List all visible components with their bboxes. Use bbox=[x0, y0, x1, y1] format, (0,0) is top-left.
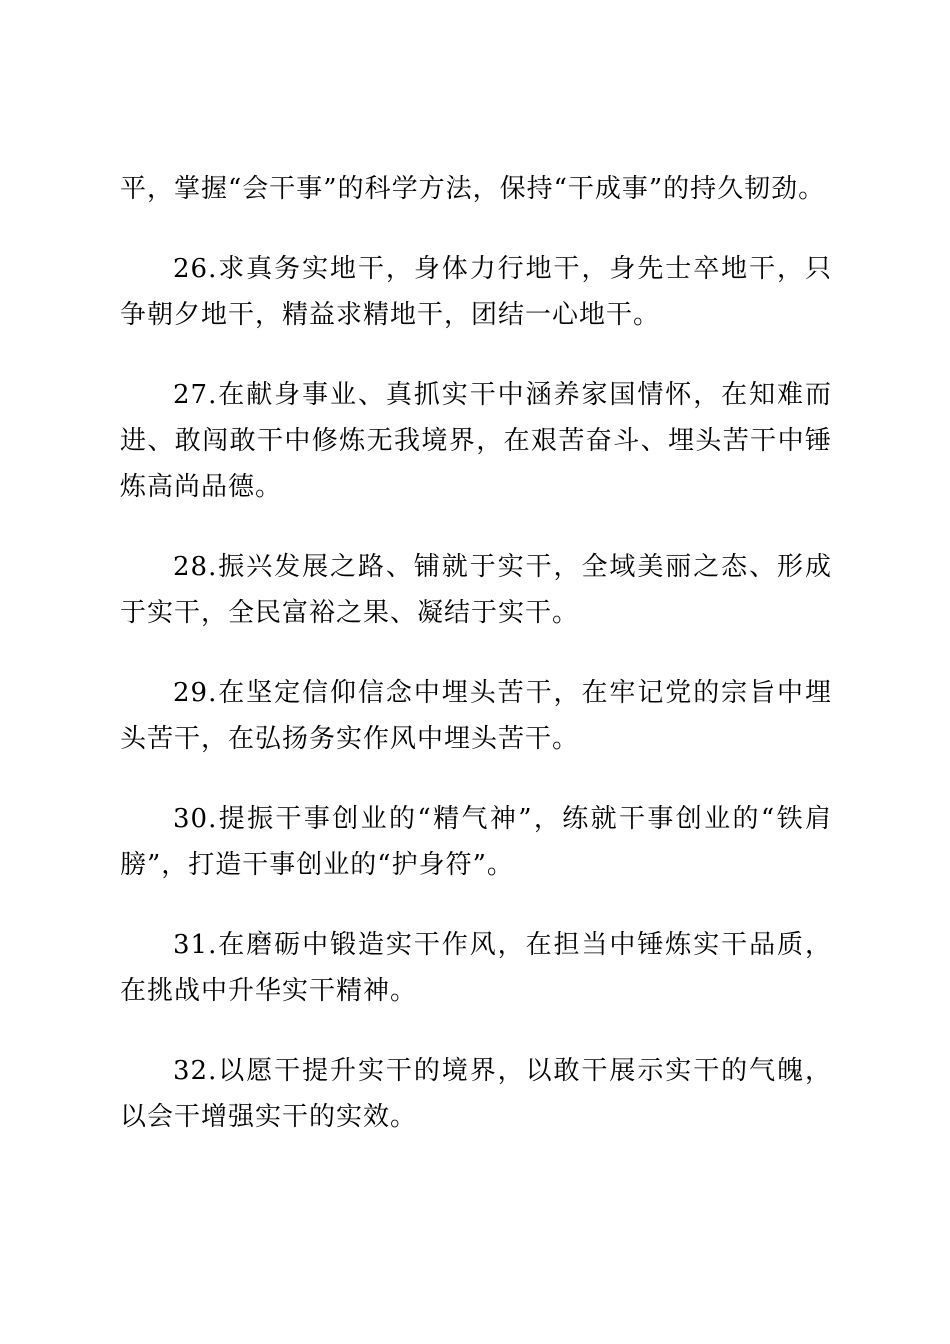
paragraph-27: 27.在献身事业、真抓实干中涵养家国情怀，在知难而进、敢闯敢干中修炼无我境界，在艰苦奋斗、埋头苦干中锤炼高尚品德。 bbox=[120, 380, 832, 502]
paragraph-28: 28.振兴发展之路、铺就于实干，全域美丽之态、形成于实干，全民富裕之果、凝结于实干。 bbox=[120, 552, 832, 628]
paragraph-26: 26.求真务实地干，身体力行地干，身先士卒地干，只争朝夕地干，精益求精地干，团结一心地干。 bbox=[120, 254, 832, 330]
paragraph-32: 32.以愿干提升实干的境界，以敢干展示实干的气魄，以会干增强实干的实效。 bbox=[120, 1056, 832, 1132]
paragraph-continuation: 平，掌握“会干事”的科学方法，保持“干成事”的持久韧劲。 bbox=[120, 174, 826, 204]
paragraph-31: 31.在磨砺中锻造实干作风，在担当中锤炼实干品质，在挑战中升华实干精神。 bbox=[120, 930, 832, 1006]
document-body bbox=[120, 166, 832, 1174]
paragraph-29: 29.在坚定信仰信念中埋头苦干，在牢记党的宗旨中埋头苦干，在弘扬务实作风中埋头苦干。 bbox=[120, 678, 832, 754]
paragraph-30: 30.提振干事创业的“精气神”，练就干事创业的“铁肩膀”，打造干事创业的“护身符”。 bbox=[120, 804, 832, 880]
